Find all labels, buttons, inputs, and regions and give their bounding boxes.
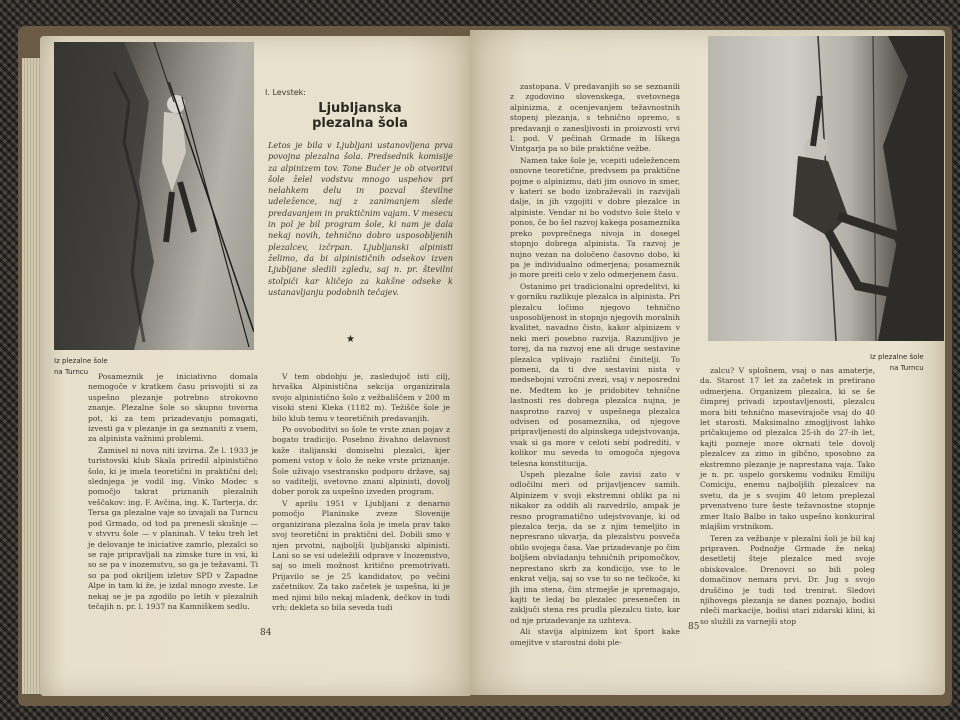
caption-line: Iz plezalne šole: [870, 353, 924, 361]
left-column-2: [272, 372, 450, 613]
page-number-right: 85: [688, 622, 700, 632]
right-column-2: [700, 366, 875, 627]
paragraph: Ostanimo pri tradicionalni opredelitvi, ki v gorniku razlikuje plezalca in alpinista. Pri plezalcu ločimo njegovo tehnično usposobljenost in stopnjo njegovih moralnih kvalitet, navadno čisto, kakor alpinizem v neki meri posebno razvija. Razumljivo je torej, da na razvoj ene ali druge sestavine plezalca vplivajo različni činitelji. To pomeni, da ti dve sestavini nista v medsebojni vzročni zvezi, vsaj v neposredni ne. Medtem ko je pridobitev tehnične lastnosti res dobrega plezalca nujna, je nasprotno razvoj v uspešnega plezalca odvisen od posameznika, od njegove pripravljenosti do alpinskega udejstvovanja, vsak si ga more v celoti sebi podrediti, v kolikor mu seveda to omogoča njegova telesna konstitucija.: [510, 281, 680, 468]
caption-line: na Turncu: [54, 368, 89, 376]
paragraph: Teren za vežbanje v plezalni šoli je bil kaj pripraven. Podnožje Grmade že nekaj desetletij šteje plezalce med svoje obiskovalce. Drenovci so bili poleg domačinov nemara prvi. Dr. Jug s svojo druščino je tudi tod trenirat. Sledovi njihovega plezanja se danes poznajo, bodisi rdeči markacije, bodisi stari zidarski klini, ki so služili za varnejši stop: [700, 533, 875, 626]
paragraph: Namen take šole je, vcepiti udeležencem osnovne teoretične, predvsem pa praktične pojme o alpinizmu, dati jim osnovo in smer, v kateri se bodo izobraževali in razvijali dalje, in jih vzgojiti v dobre plezalce in alpiniste. Vendar ni bo vodstvo šole štelo v ponos, če bo šel razvoj kakega posameznika preko povprečnega nivoja in dosegel stopnjo dobrega alpinista. Ta razvoj je nujno vezan na določeno časovno dobo, ki pa je individualno odmerjena; posameznik jo more preiti celo v zelo odmerjenem času.: [510, 155, 680, 280]
left-column-1: [88, 372, 258, 612]
paragraph: V tem obdobju je, zasledujoč isti cilj, hrvaška Alpinistična sekcija organizirala svojo alpinistično šolo z vežbališčem v 200 m visoki steni Kleka (1182 m). Težišče šole je bilo klub temu v teoretičnih predavanjih.: [272, 372, 450, 423]
article-title-line1: Ljubljanska: [318, 101, 402, 116]
right-page: [470, 30, 945, 695]
paragraph: Ali stavija alpinizem kot šport kake omejitve v starostni dobi ple-: [510, 627, 680, 647]
caption-line: Iz plezalne šole: [54, 357, 108, 365]
article-title-line2: plezalna šola: [312, 116, 408, 131]
paragraph: Po osvoboditvi so šole te vrste znan pojav z bogato tradicijo. Posebno živahno delavnost kaže italijanski domiselni plezalci, kjer pomeni vstop v šolo že neke vrste priznanje. Šole uživajo vsestransko podporo države, saj so vaditelji, svetovno znani alpinisti, dovolj dober porok za uspešno izveden program.: [272, 425, 450, 497]
climber-illustration: [54, 42, 254, 350]
climber-photo-right: [708, 36, 944, 341]
paragraph: Posameznik je iniciativno domala nemogoče v kratkem času prisvojiti si za uspešno plezanje potrebno strokovno znanje. Plezalne šole so skupno tovorna pot, ki za tem prizadevanju pomagati, izvesti ga v plezanje in ga seznaniti z vsem, za alpinista važnimi problemi.: [88, 372, 258, 444]
article-intro: Letos je bila v Ljubljani ustanovljena prva povojna plezalna šola. Predsednik komisije za alpinizem tov. Tone Bučer je ob otvoritvi šole želel vodstvu mnogo uspehov pri nelahkem delu in pozval številne udeležence, naj z zanimanjem slede predavanjem in praktičnim vajam. V mesecu in pol je bil program šole, ki nam je dala nekaj novih, tehnično dobro usposobljenih plezalcev, izčrpan. Ljubljanski alpinisti želimo, da bi alpinističnih odsekov izven Ljubljane sledili zgledu, saj n. pr. številni stolpiči kar kličejo za kakšne odseke k ustanavljanju podobnih tečajev.: [268, 140, 453, 297]
right-column-1: [510, 82, 680, 648]
rappelling-climber-illustration: [708, 36, 944, 341]
paragraph: Uspeh plezalne šole zavisi zato v odločilni meri od prijavljencev samih. Alpinizem v svoji ekstremni obliki pa ni nikakor za oddih ali razvedrilo, ampak je resno programatično udejstvovanje, ki od plezalca terja, da se z njim temeljito in nepresrano ukvarja, da plezalstvu posveča obilo svojega časa. Vae prizadevanje po čim boljšem obvladanju tehničnih pripomočkov, neprestano skrb za kondicijo, vse to le enkrat velja, saj so vse to so ne tečkoče, ki jih ima stena, čim strmejše je spremagajo, kajti te ledaj bo plezalec presenečen in zaključi stena res prudla plezalcu tisto, kar od nje prizadevanje za uzhteva.: [510, 470, 680, 625]
climber-photo-left: [54, 42, 254, 350]
paragraph: Zamisel ni nova niti izvirna. Že l. 1933 je turistovski klub Skala priredil alpinistično šolo, ki je imela teoretični in praktični del; slednjega je vodil ing. Vinko Modec s pomočjo takrat priznanih plezalnih veščakov: ing. F. Avčina, ing. K. Tarterja, dr. Tersa ga plezalne vaje so izvajali na Turncu pod Grmado, od tod pa prenesli skušnje — v stvvru šole — v planinah. V teku treh let je delovanje te iniciative zamrlo, plezalci so se raje pripravljali na zimske ture in vsi, ki so se pa v inozemstvu, so ga je težavami. Ti so pa pod okriljem izletov SPD v Zapadne Alpe in tam ki že, je izdal mnogo zveste. Le nekaj se je pa zgodilo po letih v plezalnih tečajih n. pr. l. 1937 na Kamniškem sedlu.: [88, 445, 258, 611]
page-number-left: 84: [260, 628, 272, 638]
paragraph: zalcu? V splošnem, vsaj o nas amaterje, da. Starost 17 let za začetek in pretirano odmerjena. Organizem plezalca, ki se še čimprej privadi izpostavljenosti, plezalcu mora biti tehnično masevirajoče vsaj do 40 let starosti. Maksimalno zmogljivost lahko pričakujemo od plezalca 25-ih do 27-ih let, kajti pozneje more okrnati tele dovolj plezalcev za zimo in gibčno, sposobno za ekstremno plezanje je naprestana vaja. Tako je n. pr. uspelo gorskemu vodniku Emiliju Comiciju, enemu najboljših plezalcev na svetu, da je s svojim 40 letom preplezal prvenstveno ture šeste težavnostne stopnje zmer Italo Balbo in tako uspešno konkuriral mlajšim vrstnikom.: [700, 366, 875, 532]
photo-caption-right: [870, 352, 924, 374]
left-page: [40, 36, 470, 696]
paragraph: zastopana. V predavanjih so se seznanili z zgodovino slovenskega, svetovnega alpinizma, z ocenjevanjem težavnostnih stopenj plezanja, s tehnično opremo, s predavanji o zanesljivosti in proizvosti vrvi l. pod. V pečinah Grmade in Iškega Vintgarja pa so bile praktične vežbe.: [510, 82, 680, 154]
article-heading: [265, 88, 455, 131]
article-author: I. Levstek:: [265, 88, 306, 97]
section-star: ★: [346, 334, 355, 345]
paragraph: V aprilu 1951 v Ljubljani z denarno pomočjo Planinske zveze Slovenije organizirana plezalna šola je imela prav tako svoj teoretični in praktični del. Dobili smo v njen prvotni, najboljši ljubljanski alpinisti. Lani so se vsi udeležili odprave v Inozemstvo, saj so imeli možnost kritično premotrivati. Prijavilo se je 25 kandidatov, po večini začetnikov. Za tako začetek je uspešna, ki je med njimi bilo nekaj mladenk, dečkov in tudi vrh; dekleta so bila seveda tudi: [272, 498, 450, 612]
caption-line: na Turncu: [889, 364, 924, 372]
